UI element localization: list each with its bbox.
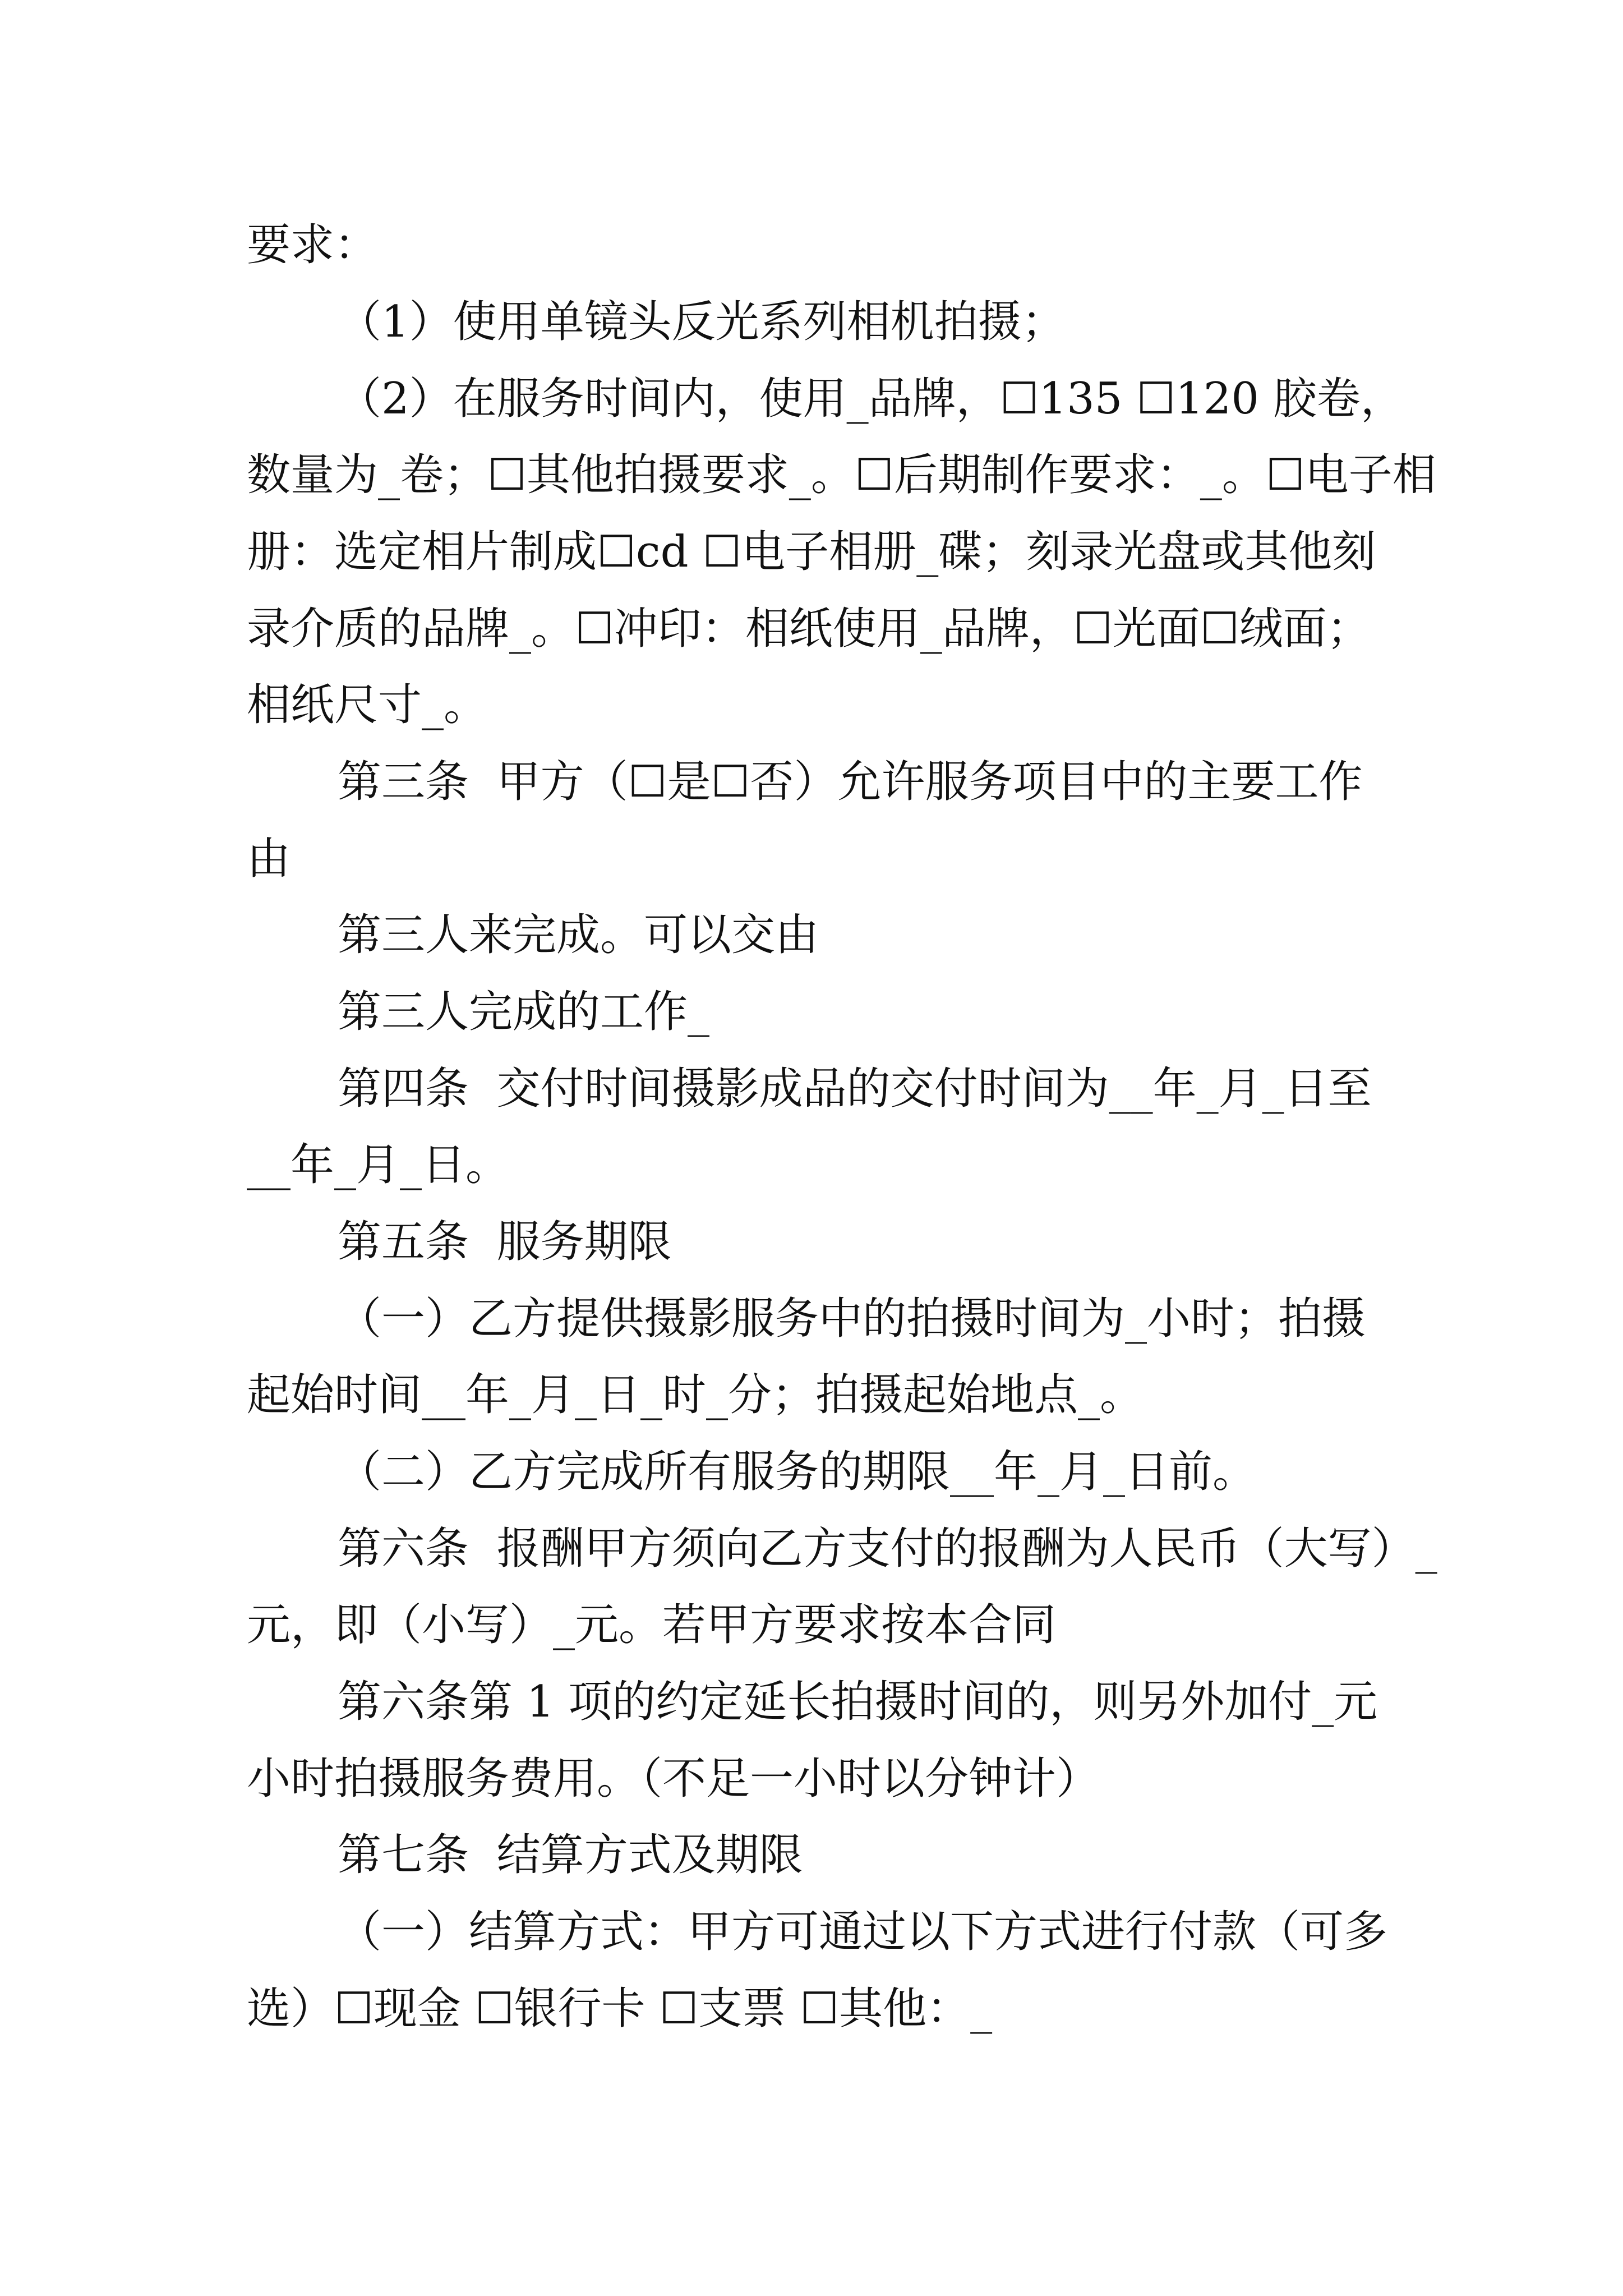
text-line: （一）乙方提供摄影服务中的拍摄时间为_小时；拍摄 bbox=[338, 1294, 1366, 1344]
text-line: 起始时间__年_月_日_时_分；拍摄起始地点_。 bbox=[247, 1370, 1144, 1420]
text-line: （1）使用单镜头反光系列相机拍摄； bbox=[338, 297, 1066, 347]
text-line: __年_月_日。 bbox=[247, 1140, 510, 1190]
text-line: 选）☐现金 ☐银行卡 ☐支票 ☐其他：_ bbox=[247, 1984, 993, 2034]
text-line: 元，即（小写）_元。若甲方要求按本合同 bbox=[247, 1600, 1057, 1650]
text-line: 第五条 服务期限 bbox=[338, 1217, 672, 1267]
text-line: 数量为_卷；☐其他拍摄要求_。☐后期制作要求：_。☐电子相 bbox=[247, 450, 1436, 500]
text-line: （一）结算方式：甲方可通过以下方式进行付款（可多 bbox=[338, 1907, 1388, 1957]
text-line: 第三人完成的工作_ bbox=[338, 987, 710, 1037]
text-line: 第四条 交付时间摄影成品的交付时间为__年_月_日至 bbox=[338, 1064, 1372, 1114]
text-line: 相纸尺寸_。 bbox=[247, 680, 488, 730]
text-line: 第六条第 1 项的约定延长拍摄时间的，则另外加付_元 bbox=[338, 1677, 1378, 1727]
text-line: （2）在服务时间内，使用_品牌，☐135 ☐120 胶卷， bbox=[338, 374, 1404, 424]
text-line: 由 bbox=[247, 834, 291, 884]
text-line: 册：选定相片制成☐cd ☐电子相册_碟；刻录光盘或其他刻 bbox=[247, 527, 1376, 577]
text-line: 第六条 报酬甲方须向乙方支付的报酬为人民币（大写）_ bbox=[338, 1524, 1437, 1574]
text-line: 录介质的品牌_。☐冲印：相纸使用_品牌，☐光面☐绒面； bbox=[247, 604, 1371, 654]
text-line: 第三人来完成。可以交由 bbox=[338, 910, 819, 960]
text-line: 小时拍摄服务费用。（不足一小时以分钟计） bbox=[247, 1754, 1100, 1804]
text-line: 第三条 甲方（☐是☐否）允许服务项目中的主要工作 bbox=[338, 757, 1363, 807]
text-line: （二）乙方完成所有服务的期限__年_月_日前。 bbox=[338, 1447, 1257, 1497]
text-line: 第七条 结算方式及期限 bbox=[338, 1830, 803, 1880]
text-line: 要求： bbox=[247, 220, 379, 270]
